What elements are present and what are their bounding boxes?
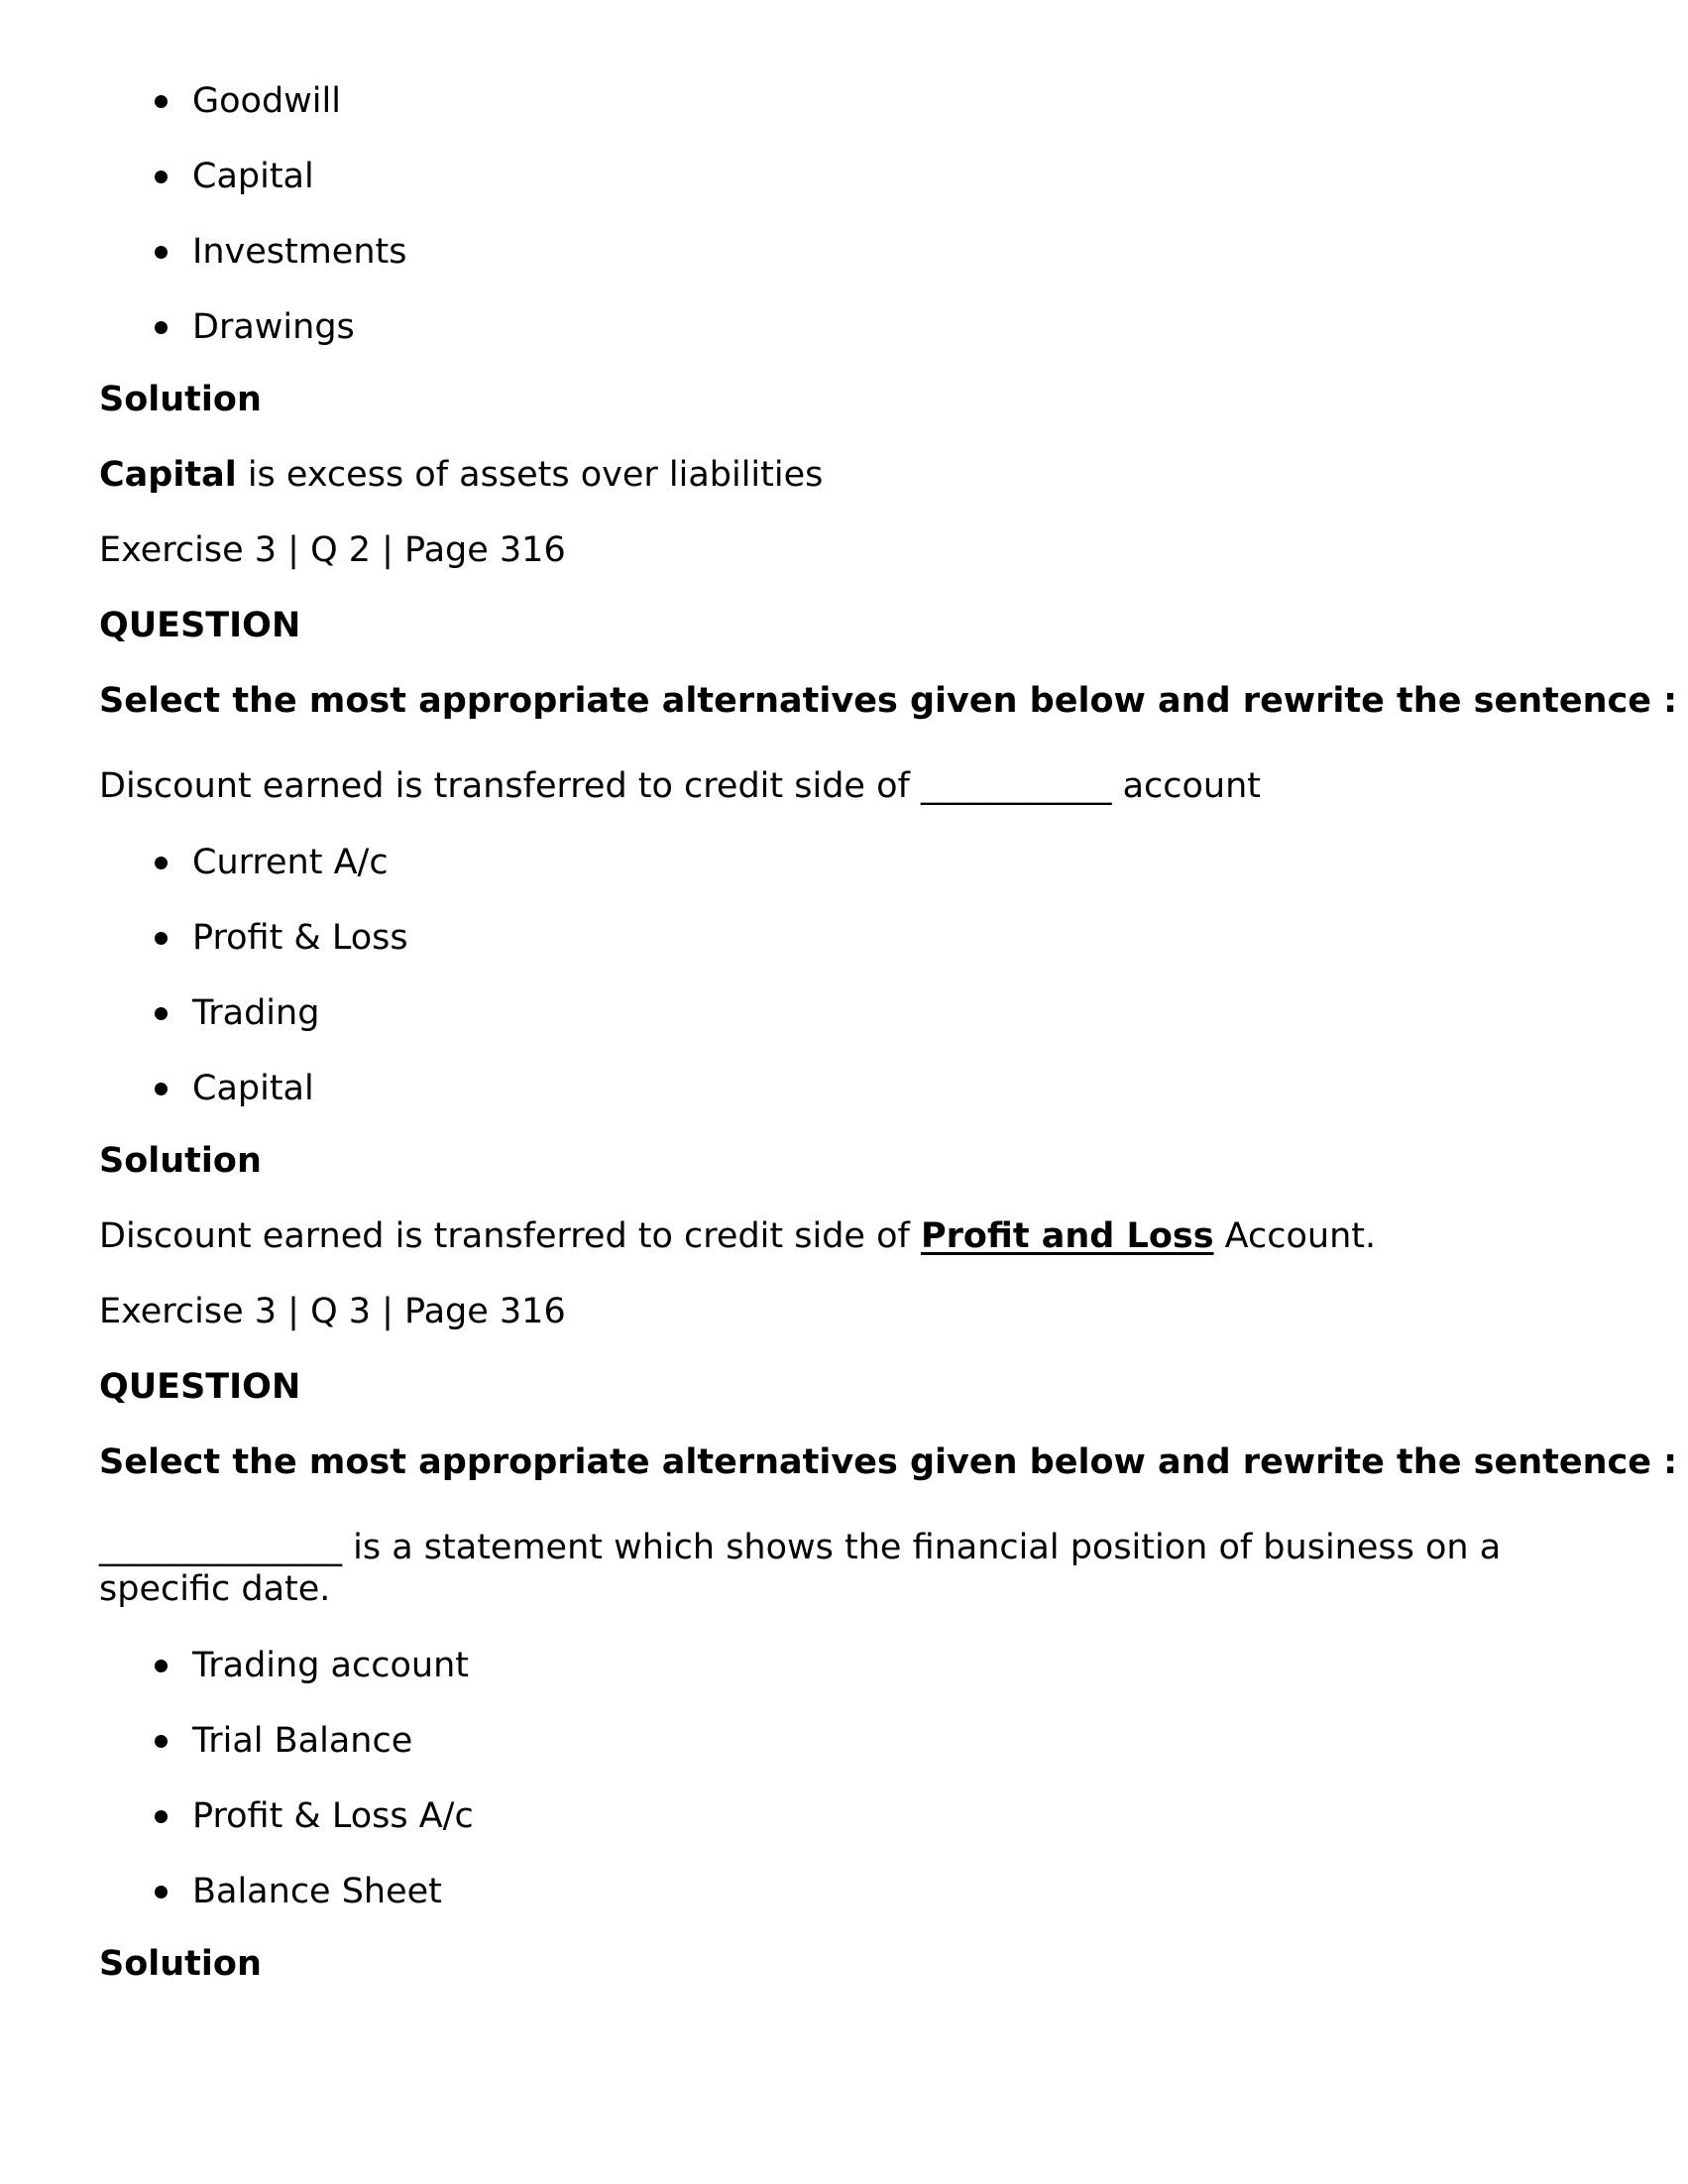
solution-heading: Solution: [99, 1944, 262, 1984]
list-item: Capital: [0, 1067, 408, 1142]
list-item: Profit & Loss: [0, 916, 408, 991]
question-label: QUESTION: [99, 1367, 301, 1407]
list-item: Trial Balance: [0, 1719, 474, 1794]
answer-start: Discount earned is transferred to credit side of: [99, 1216, 921, 1256]
exercise-reference: Exercise 3 | Q 3 | Page 316: [99, 1292, 566, 1331]
question-instruction: Select the most appropriate alternatives given below and rewrite the sentence :: [99, 1442, 1678, 1482]
solution-text: [99, 1215, 1376, 1259]
fill-blank: ______________: [99, 1528, 342, 1567]
sentence-end: account: [1111, 766, 1261, 806]
question-instruction: Select the most appropriate alternatives given below and rewrite the sentence :: [99, 681, 1678, 721]
question-sentence: [99, 1527, 1586, 1610]
list-item: Capital: [0, 155, 406, 230]
question-label: QUESTION: [99, 606, 301, 645]
options-list-q1: [0, 79, 406, 381]
solution-text: [99, 454, 823, 498]
fill-blank: ___________: [920, 766, 1112, 806]
list-item: Profit & Loss A/c: [0, 1794, 474, 1870]
solution-heading: Solution: [99, 380, 262, 419]
options-list-q3: [0, 1644, 474, 1945]
solution-heading: Solution: [99, 1141, 262, 1181]
list-item: Goodwill: [0, 79, 406, 155]
list-item: Trading: [0, 991, 408, 1067]
sentence-start: Discount earned is transferred to credit side of: [99, 766, 921, 806]
answer-term: Capital: [99, 455, 237, 495]
options-list-q2: [0, 841, 408, 1142]
list-item: Investments: [0, 230, 406, 305]
list-item: Current A/c: [0, 841, 408, 916]
list-item: Drawings: [0, 305, 406, 381]
question-sentence: [99, 765, 1261, 809]
list-item: Trading account: [0, 1644, 474, 1719]
answer-term: Profit and Loss: [920, 1216, 1214, 1256]
answer-end: Account.: [1213, 1216, 1377, 1256]
exercise-reference: Exercise 3 | Q 2 | Page 316: [99, 530, 566, 570]
list-item: Balance Sheet: [0, 1870, 474, 1945]
sentence-text: is a statement which shows the financial position of business on a specific date.: [99, 1528, 1502, 1609]
answer-rest: is excess of assets over liabilities: [236, 455, 824, 495]
